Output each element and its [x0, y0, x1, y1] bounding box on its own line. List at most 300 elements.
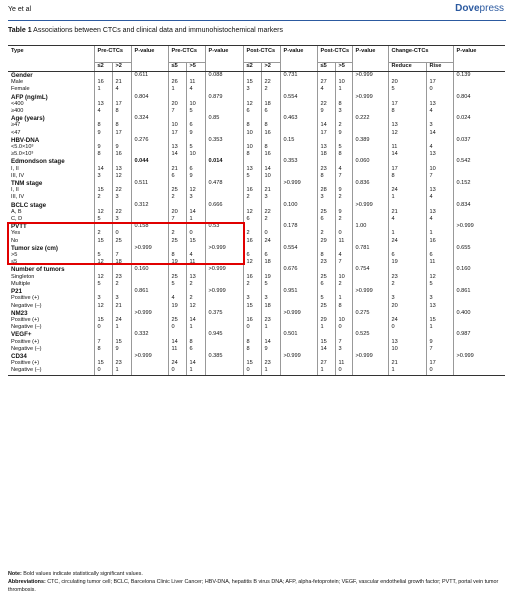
- table-cell: 13: [388, 339, 426, 346]
- table-cell: 23: [388, 274, 426, 281]
- table-cell: 9: [261, 346, 280, 353]
- table-cell: 6: [186, 166, 205, 173]
- table-cell: [243, 223, 261, 230]
- table-cell: [352, 367, 388, 375]
- table-cell: [168, 288, 186, 295]
- table-cell: 8: [112, 108, 131, 115]
- table-cell: 1.00: [352, 223, 388, 230]
- table-cell: [280, 173, 317, 180]
- table-cell: 1: [186, 367, 205, 375]
- table-cell: [186, 202, 205, 209]
- logo-sub: press: [479, 3, 504, 14]
- table-cell: [243, 310, 261, 317]
- table-cell: [453, 303, 505, 310]
- table-cell: [317, 266, 335, 273]
- row-label: A, B: [11, 208, 22, 215]
- table-cell: [317, 288, 335, 295]
- table-cell: [168, 94, 186, 101]
- table-cell: 0.152: [453, 180, 505, 187]
- table-cell: 0: [94, 367, 112, 375]
- table-cell: [186, 353, 205, 360]
- table-cell: 0: [335, 230, 352, 237]
- table-cell: [243, 72, 261, 80]
- table-row: [8, 108, 505, 115]
- col-pre-ctcs-1: Pre-CTCs: [94, 46, 131, 63]
- table-cell: [352, 360, 388, 367]
- table-cell: [453, 360, 505, 367]
- table-cell: [280, 166, 317, 173]
- table-cell: 15: [94, 187, 112, 194]
- table-cell: 3: [261, 194, 280, 201]
- table-cell: 0.275: [352, 310, 388, 317]
- table-cell: 0.353: [280, 158, 317, 165]
- table-cell: [388, 115, 426, 122]
- table-cell: >0.999: [205, 245, 243, 252]
- table-cell: 17: [112, 101, 131, 108]
- table-cell: [131, 144, 168, 151]
- table-row: [8, 274, 505, 281]
- table-cell: 22: [317, 101, 335, 108]
- table-cell: 28: [317, 187, 335, 194]
- table-cell: 1: [261, 324, 280, 331]
- row-label: CD34: [11, 352, 27, 360]
- table-cell: [243, 331, 261, 338]
- table-cell: [280, 209, 317, 216]
- table-cell: [335, 202, 352, 209]
- table-cell: 23: [317, 166, 335, 173]
- table-cell: >0.999: [280, 180, 317, 187]
- table-cell: >0.999: [205, 288, 243, 295]
- table-cell: 19: [388, 259, 426, 266]
- table-cell: 12: [94, 274, 112, 281]
- table-cell: [131, 209, 168, 216]
- table-cell: [453, 108, 505, 115]
- table-cell: 27: [317, 79, 335, 86]
- table-cell: 8: [243, 151, 261, 158]
- table-cell: [352, 339, 388, 346]
- table-cell: 21: [112, 79, 131, 86]
- table-cell: 22: [261, 209, 280, 216]
- table-cell: [280, 144, 317, 151]
- table-cell: 16: [261, 151, 280, 158]
- table-cell: 12: [94, 303, 112, 310]
- table-cell: 3: [94, 173, 112, 180]
- subcol-gt5-a: >5: [186, 63, 205, 72]
- table-cell: 3: [261, 295, 280, 302]
- table-cell: [205, 122, 243, 129]
- table-cell: [131, 274, 168, 281]
- table-cell: 3: [317, 194, 335, 201]
- row-label: Positive (+): [11, 360, 40, 367]
- table-cell: [352, 144, 388, 151]
- table-cell: [112, 202, 131, 209]
- table-cell: [112, 288, 131, 295]
- table-cell: [352, 187, 388, 194]
- table-cell: [280, 259, 317, 266]
- table-cell: 0: [335, 367, 352, 375]
- table-row: [8, 324, 505, 331]
- subcol-le5-b: ≤5: [317, 63, 335, 72]
- table-cell: [453, 281, 505, 288]
- table-row: [8, 367, 505, 375]
- table-cell: [280, 151, 317, 158]
- table-cell: 4: [388, 216, 426, 223]
- table-cell: [453, 187, 505, 194]
- table-cell: [261, 266, 280, 273]
- table-cell: 5: [94, 252, 112, 259]
- table-cell: >0.999: [131, 245, 168, 252]
- table-cell: [453, 230, 505, 237]
- table-cell: [205, 367, 243, 375]
- table-cell: [205, 166, 243, 173]
- table-cell: 8: [94, 151, 112, 158]
- table-group-row: [8, 202, 505, 209]
- table-cell: [261, 310, 280, 317]
- table-cell: 0.375: [205, 310, 243, 317]
- table-cell: 25: [168, 274, 186, 281]
- table-group-row: [8, 353, 505, 360]
- table-cell: 2: [261, 86, 280, 93]
- table-cell: 0.554: [280, 94, 317, 101]
- row-label: <47: [11, 129, 21, 136]
- table-cell: 0.861: [131, 288, 168, 295]
- row-label: BCLC stage: [11, 201, 47, 209]
- col-pvalue-1: P-value: [131, 46, 168, 63]
- table-cell: 13: [426, 101, 453, 108]
- row-label: Edmondson stage: [11, 158, 65, 166]
- table-cell: 0.542: [453, 158, 505, 165]
- table-cell: [131, 166, 168, 173]
- table-cell: [131, 317, 168, 324]
- table-cell: [317, 353, 335, 360]
- row-label: Multiple: [11, 280, 31, 287]
- table-cell: [131, 130, 168, 137]
- table-cell: 9: [335, 130, 352, 137]
- table-cell: 24: [388, 187, 426, 194]
- table-footnote: [8, 570, 506, 594]
- table-cell: [168, 310, 186, 317]
- table-cell: 25: [317, 303, 335, 310]
- table-cell: 9: [335, 209, 352, 216]
- table-cell: 16: [243, 274, 261, 281]
- table-cell: 15: [94, 238, 112, 245]
- row-label: Female: [11, 86, 30, 93]
- row-label: TNM stage: [11, 180, 43, 188]
- table-cell: 8: [388, 108, 426, 115]
- table-cell: [112, 158, 131, 165]
- table-cell: 5: [261, 281, 280, 288]
- table-cell: [388, 223, 426, 230]
- table-cell: [280, 122, 317, 129]
- table-label: Table 1: [8, 27, 32, 34]
- table-cell: 0.160: [131, 266, 168, 273]
- table-cell: [280, 216, 317, 223]
- table-cell: [280, 230, 317, 237]
- table-cell: 6: [261, 252, 280, 259]
- table-cell: [168, 353, 186, 360]
- table-cell: [205, 274, 243, 281]
- table-cell: [131, 151, 168, 158]
- table-cell: [280, 194, 317, 201]
- table-cell: 0.945: [205, 331, 243, 338]
- table-cell: 0.044: [131, 158, 168, 165]
- table-cell: 11: [186, 79, 205, 86]
- table-cell: 4: [112, 86, 131, 93]
- table-cell: [280, 281, 317, 288]
- table-cell: [453, 295, 505, 302]
- table-cell: 13: [168, 144, 186, 151]
- table-cell: 0.400: [453, 310, 505, 317]
- table-cell: 0.951: [280, 288, 317, 295]
- table-cell: [261, 137, 280, 144]
- table-cell: 2: [94, 230, 112, 237]
- table-cell: [112, 180, 131, 187]
- row-label: Negative (–): [8, 367, 94, 375]
- table-cell: [205, 79, 243, 86]
- table-cell: [426, 266, 453, 273]
- table-cell: 8: [94, 122, 112, 129]
- table-cell: 14: [388, 151, 426, 158]
- table-cell: 5: [388, 86, 426, 93]
- table-cell: 9: [335, 187, 352, 194]
- note-text: Bold values indicate statistically significant values.: [23, 571, 143, 577]
- table-cell: [131, 339, 168, 346]
- table-cell: [453, 173, 505, 180]
- table-cell: 8: [261, 122, 280, 129]
- table-cell: [335, 72, 352, 80]
- table-cell: 21: [388, 360, 426, 367]
- table-cell: 9: [94, 130, 112, 137]
- table-cell: 2: [243, 194, 261, 201]
- table-cell: [205, 151, 243, 158]
- table-cell: 14: [261, 339, 280, 346]
- table-cell: 0.804: [453, 94, 505, 101]
- table-cell: [335, 310, 352, 317]
- col-pvalue-2: P-value: [205, 46, 243, 63]
- table-cell: 17: [426, 79, 453, 86]
- table-cell: 7: [168, 216, 186, 223]
- table-cell: [335, 266, 352, 273]
- table-cell: [168, 115, 186, 122]
- table-cell: 13: [426, 151, 453, 158]
- table-cell: 0.781: [352, 245, 388, 252]
- table-cell: >0.999: [352, 202, 388, 209]
- table-group-row: [8, 266, 505, 273]
- table-cell: 7: [94, 339, 112, 346]
- table-cell: [243, 115, 261, 122]
- table-cell: 0.554: [280, 245, 317, 252]
- table-cell: 0.85: [205, 115, 243, 122]
- table-cell: 1: [335, 295, 352, 302]
- table-cell: 16: [261, 130, 280, 137]
- table-cell: [94, 353, 112, 360]
- table-cell: 0.861: [453, 288, 505, 295]
- table-cell: 4: [186, 86, 205, 93]
- table-cell: [94, 158, 112, 165]
- table-cell: [453, 238, 505, 245]
- table-cell: 10: [168, 122, 186, 129]
- row-label: III, IV: [11, 172, 25, 179]
- table-cell: 6: [317, 281, 335, 288]
- table-cell: [131, 79, 168, 86]
- table-cell: 7: [335, 173, 352, 180]
- table-cell: 18: [261, 303, 280, 310]
- table-cell: 0.312: [131, 202, 168, 209]
- subcol-gt2-a: >2: [112, 63, 131, 72]
- table-cell: 2: [94, 194, 112, 201]
- row-label: NM23: [11, 309, 28, 317]
- table-cell: [335, 331, 352, 338]
- table-cell: >0.999: [352, 72, 388, 80]
- table-cell: 7: [112, 252, 131, 259]
- table-cell: 23: [112, 360, 131, 367]
- table-cell: [388, 158, 426, 165]
- table-cell: 0.804: [131, 94, 168, 101]
- table-cell: 6: [186, 346, 205, 353]
- table-cell: 0.525: [352, 331, 388, 338]
- page-header: [0, 0, 514, 20]
- table-cell: 3: [94, 295, 112, 302]
- table-cell: [261, 223, 280, 230]
- table-row: [8, 79, 505, 86]
- table-cell: [205, 144, 243, 151]
- table-cell: >0.999: [453, 353, 505, 360]
- table-cell: 23: [261, 317, 280, 324]
- table-cell: [426, 310, 453, 317]
- table-cell: [186, 115, 205, 122]
- table-cell: 21: [168, 166, 186, 173]
- abbr-label: Abbreviations:: [8, 579, 46, 585]
- table-row: [8, 303, 505, 310]
- subcol-le5-a: ≤5: [168, 63, 186, 72]
- table-cell: [352, 130, 388, 137]
- table-cell: [453, 209, 505, 216]
- subcol-rise: Rise: [426, 63, 453, 72]
- table-cell: [168, 137, 186, 144]
- table-cell: [388, 94, 426, 101]
- row-label: ≥400: [11, 108, 24, 115]
- table-cell: 14: [261, 166, 280, 173]
- table-cell: 2: [243, 281, 261, 288]
- table-cell: 21: [388, 209, 426, 216]
- table-cell: 11: [335, 238, 352, 245]
- table-cell: [280, 79, 317, 86]
- row-label: Negative (–): [11, 302, 42, 309]
- table-cell: 0.655: [453, 245, 505, 252]
- associations-table: [8, 45, 505, 376]
- table-cell: 0.060: [352, 158, 388, 165]
- table-cell: 6: [261, 108, 280, 115]
- table-cell: [426, 72, 453, 80]
- col-post-ctcs-2: Post-CTCs: [317, 46, 352, 63]
- table-cell: 20: [168, 101, 186, 108]
- table-cell: [131, 187, 168, 194]
- table-cell: [335, 137, 352, 144]
- table-cell: 29: [317, 238, 335, 245]
- table-cell: [243, 137, 261, 144]
- table-cell: [352, 216, 388, 223]
- row-label: Gender: [11, 72, 33, 79]
- table-cell: 14: [168, 339, 186, 346]
- table-cell: 10: [426, 166, 453, 173]
- table-cell: [335, 245, 352, 252]
- table-cell: 12: [243, 101, 261, 108]
- table-cell: 18: [317, 151, 335, 158]
- table-cell: [453, 274, 505, 281]
- table-cell: 3: [335, 346, 352, 353]
- col-type: Type: [8, 46, 94, 63]
- table-cell: 0: [94, 324, 112, 331]
- table-cell: [112, 310, 131, 317]
- table-cell: [168, 331, 186, 338]
- table-cell: 8: [243, 346, 261, 353]
- table-cell: 12: [243, 209, 261, 216]
- table-cell: 21: [112, 303, 131, 310]
- row-label: Age (years): [11, 115, 45, 123]
- table-title: Associations between CTCs and clinical data and immunohistochemical markers: [33, 27, 283, 34]
- table-cell: 0.731: [280, 72, 317, 80]
- table-cell: [388, 202, 426, 209]
- table-cell: 7: [426, 346, 453, 353]
- table-cell: 6: [317, 216, 335, 223]
- table-cell: 12: [388, 130, 426, 137]
- table-group-row: [8, 115, 505, 122]
- table-cell: [388, 331, 426, 338]
- table-cell: 25: [317, 274, 335, 281]
- table-cell: [317, 310, 335, 317]
- table-cell: 0.353: [205, 137, 243, 144]
- table-cell: 13: [426, 303, 453, 310]
- table-cell: [243, 94, 261, 101]
- table-cell: 2: [243, 230, 261, 237]
- table-cell: 9: [186, 130, 205, 137]
- table-cell: [112, 331, 131, 338]
- table-cell: 18: [112, 259, 131, 266]
- table-cell: 10: [335, 317, 352, 324]
- table-cell: [388, 266, 426, 273]
- table-cell: [261, 94, 280, 101]
- table-cell: [112, 353, 131, 360]
- col-pvalue-5: P-value: [453, 46, 505, 63]
- table-cell: 25: [168, 187, 186, 194]
- row-label: AFP (ng/mL): [11, 93, 48, 101]
- table-cell: 3: [112, 216, 131, 223]
- table-cell: [335, 288, 352, 295]
- table-cell: 24: [168, 360, 186, 367]
- table-cell: >0.999: [352, 94, 388, 101]
- table-cell: [131, 324, 168, 331]
- table-cell: [453, 86, 505, 93]
- row-label: <400: [11, 100, 24, 107]
- row-label: Yes: [11, 230, 21, 237]
- table-cell: [205, 130, 243, 137]
- row-label: III, IV: [11, 194, 25, 201]
- table-cell: 2: [335, 216, 352, 223]
- row-label: Tumor size (cm): [11, 244, 58, 252]
- table-cell: >0.999: [280, 353, 317, 360]
- table-cell: 23: [112, 274, 131, 281]
- table-cell: [317, 331, 335, 338]
- table-cell: [186, 180, 205, 187]
- table-cell: 17: [426, 360, 453, 367]
- table-cell: >0.999: [352, 288, 388, 295]
- table-cell: 1: [426, 230, 453, 237]
- table-cell: 12: [112, 173, 131, 180]
- table-cell: 17: [317, 130, 335, 137]
- table-cell: 26: [168, 79, 186, 86]
- table-cell: [388, 72, 426, 80]
- table-cell: [453, 122, 505, 129]
